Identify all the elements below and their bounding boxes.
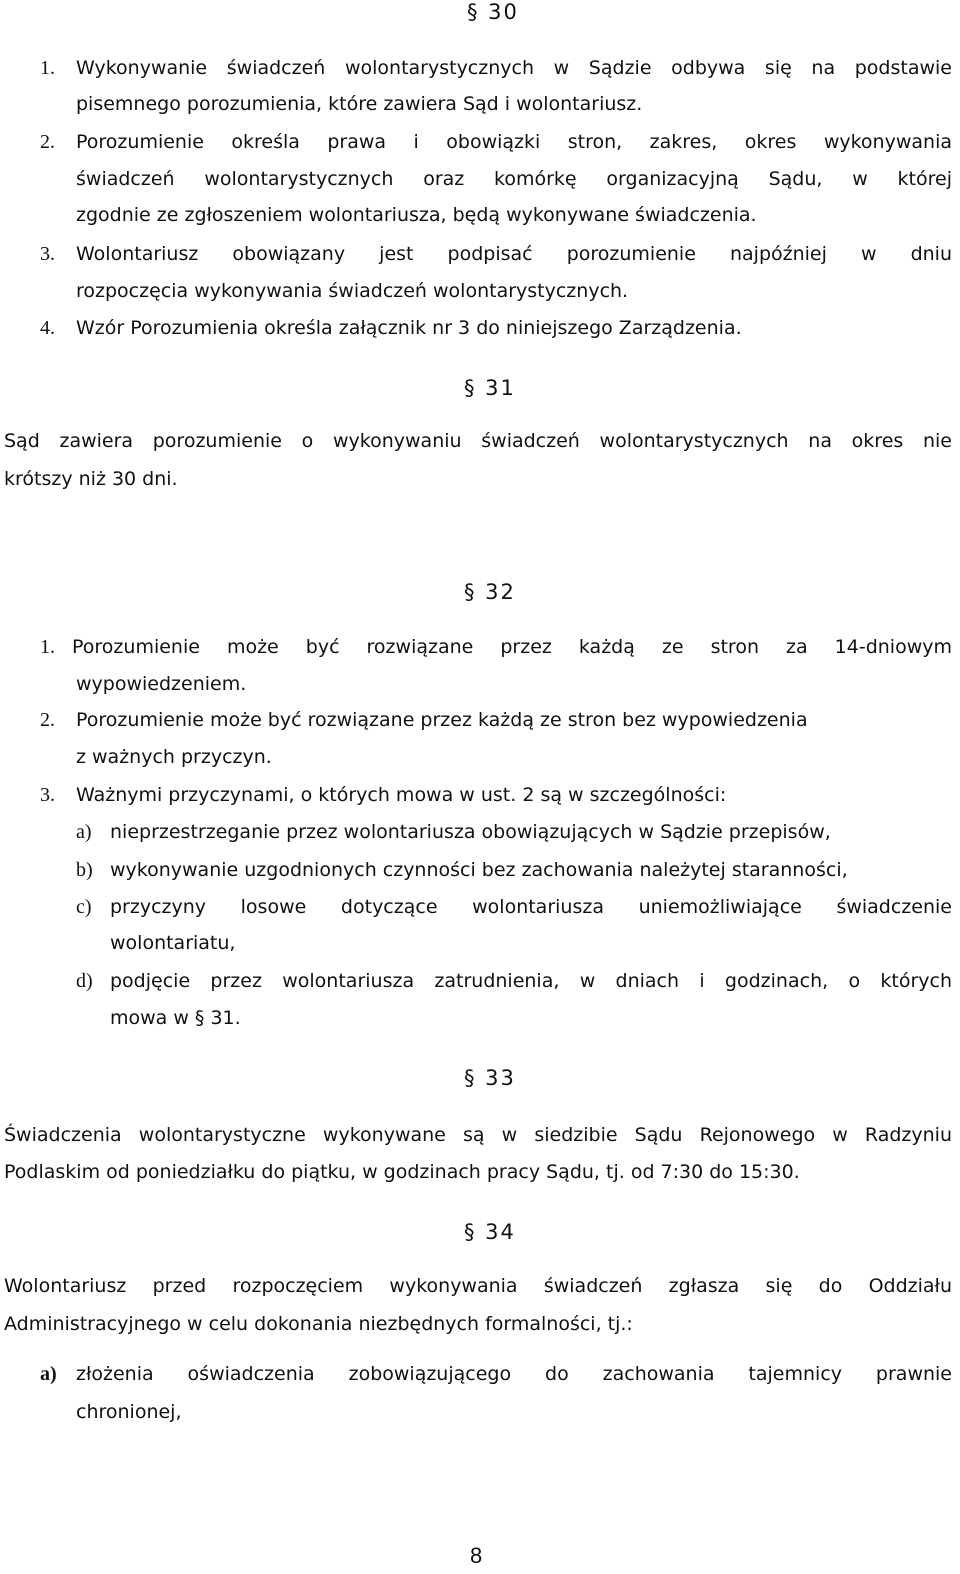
list-number: 3.: [40, 784, 55, 806]
page-number: 8: [470, 1543, 483, 1568]
list-number: 1.: [40, 57, 55, 79]
sublist-item-line: chronionej,: [76, 1401, 182, 1423]
list-item-line: rozpoczęcia wykonywania świadczeń wolontarystycznych.: [76, 280, 629, 302]
list-number: 3.: [40, 243, 55, 265]
list-item-line: Ważnymi przyczynami, o których mowa w ust. 2 są w szczególności:: [76, 784, 727, 806]
list-number: 2.: [40, 709, 55, 731]
paragraph-line: Świadczenia wolontarystyczne wykonywane są w siedzibie Sądu Rejonowego w Radzyniu: [4, 1124, 952, 1146]
list-item-line: Wzór Porozumienia określa załącznik nr 3 do niniejszego Zarządzenia.: [76, 317, 742, 339]
list-item-line: Wykonywanie świadczeń wolontarystycznych w Sądzie odbywa się na podstawie: [76, 57, 952, 79]
paragraph-line: Podlaskim od poniedziałku do piątku, w godzinach pracy Sądu, tj. od 7:30 do 15:30.: [4, 1161, 800, 1183]
sublist-letter: b): [76, 859, 93, 881]
sublist-item-line: mowa w § 31.: [110, 1007, 241, 1029]
paragraph-line: Administracyjnego w celu dokonania niezbędnych formalności, tj.:: [4, 1313, 633, 1335]
list-number: 2.: [40, 131, 55, 153]
sublist-letter: a): [40, 1363, 57, 1385]
sublist-item-line: wykonywanie uzgodnionych czynności bez zachowania należytej staranności,: [110, 859, 848, 881]
section-heading-33: § 33: [464, 1066, 516, 1090]
sublist-item-line: przyczyny losowe dotyczące wolontariusza uniemożliwiające świadczenie: [110, 896, 952, 918]
paragraph-line: Sąd zawiera porozumienie o wykonywaniu świadczeń wolontarystycznych na okres nie: [4, 430, 952, 452]
sublist-letter: d): [76, 970, 93, 992]
list-number: 4.: [40, 317, 55, 339]
list-item-line: wypowiedzeniem.: [76, 673, 247, 695]
paragraph-line: krótszy niż 30 dni.: [4, 468, 178, 490]
paragraph-line: Wolontariusz przed rozpoczęciem wykonywania świadczeń zgłasza się do Oddziału: [4, 1275, 952, 1297]
sublist-letter: c): [76, 896, 92, 918]
list-item-line: Porozumienie może być rozwiązane przez każdą ze stron bez wypowiedzenia: [76, 709, 808, 731]
sublist-item-line: wolontariatu,: [110, 932, 236, 954]
sublist-letter: a): [76, 821, 92, 843]
section-heading-32: § 32: [464, 580, 516, 604]
section-heading-30: § 30: [467, 0, 519, 24]
list-item-line: z ważnych przyczyn.: [76, 746, 272, 768]
sublist-item-line: nieprzestrzeganie przez wolontariusza obowiązujących w Sądzie przepisów,: [110, 821, 831, 843]
list-item-line: zgodnie ze zgłoszeniem wolontariusza, będą wykonywane świadczenia.: [76, 204, 757, 226]
list-item-line: pisemnego porozumienia, które zawiera Sąd i wolontariusz.: [76, 93, 643, 115]
sublist-item-line: złożenia oświadczenia zobowiązującego do zachowania tajemnicy prawnie: [76, 1363, 952, 1385]
list-number: 1.: [40, 636, 55, 658]
list-item-line: Porozumienie może być rozwiązane przez każdą ze stron za 14-dniowym: [72, 636, 952, 658]
section-heading-34: § 34: [464, 1220, 516, 1244]
sublist-item-line: podjęcie przez wolontariusza zatrudnienia, w dniach i godzinach, o których: [110, 970, 952, 992]
list-item-line: Wolontariusz obowiązany jest podpisać porozumienie najpóźniej w dniu: [76, 243, 952, 265]
section-heading-31: § 31: [464, 376, 516, 400]
list-item-line: Porozumienie określa prawa i obowiązki stron, zakres, okres wykonywania: [76, 131, 952, 153]
list-item-line: świadczeń wolontarystycznych oraz komórkę organizacyjną Sądu, w której: [76, 168, 952, 190]
